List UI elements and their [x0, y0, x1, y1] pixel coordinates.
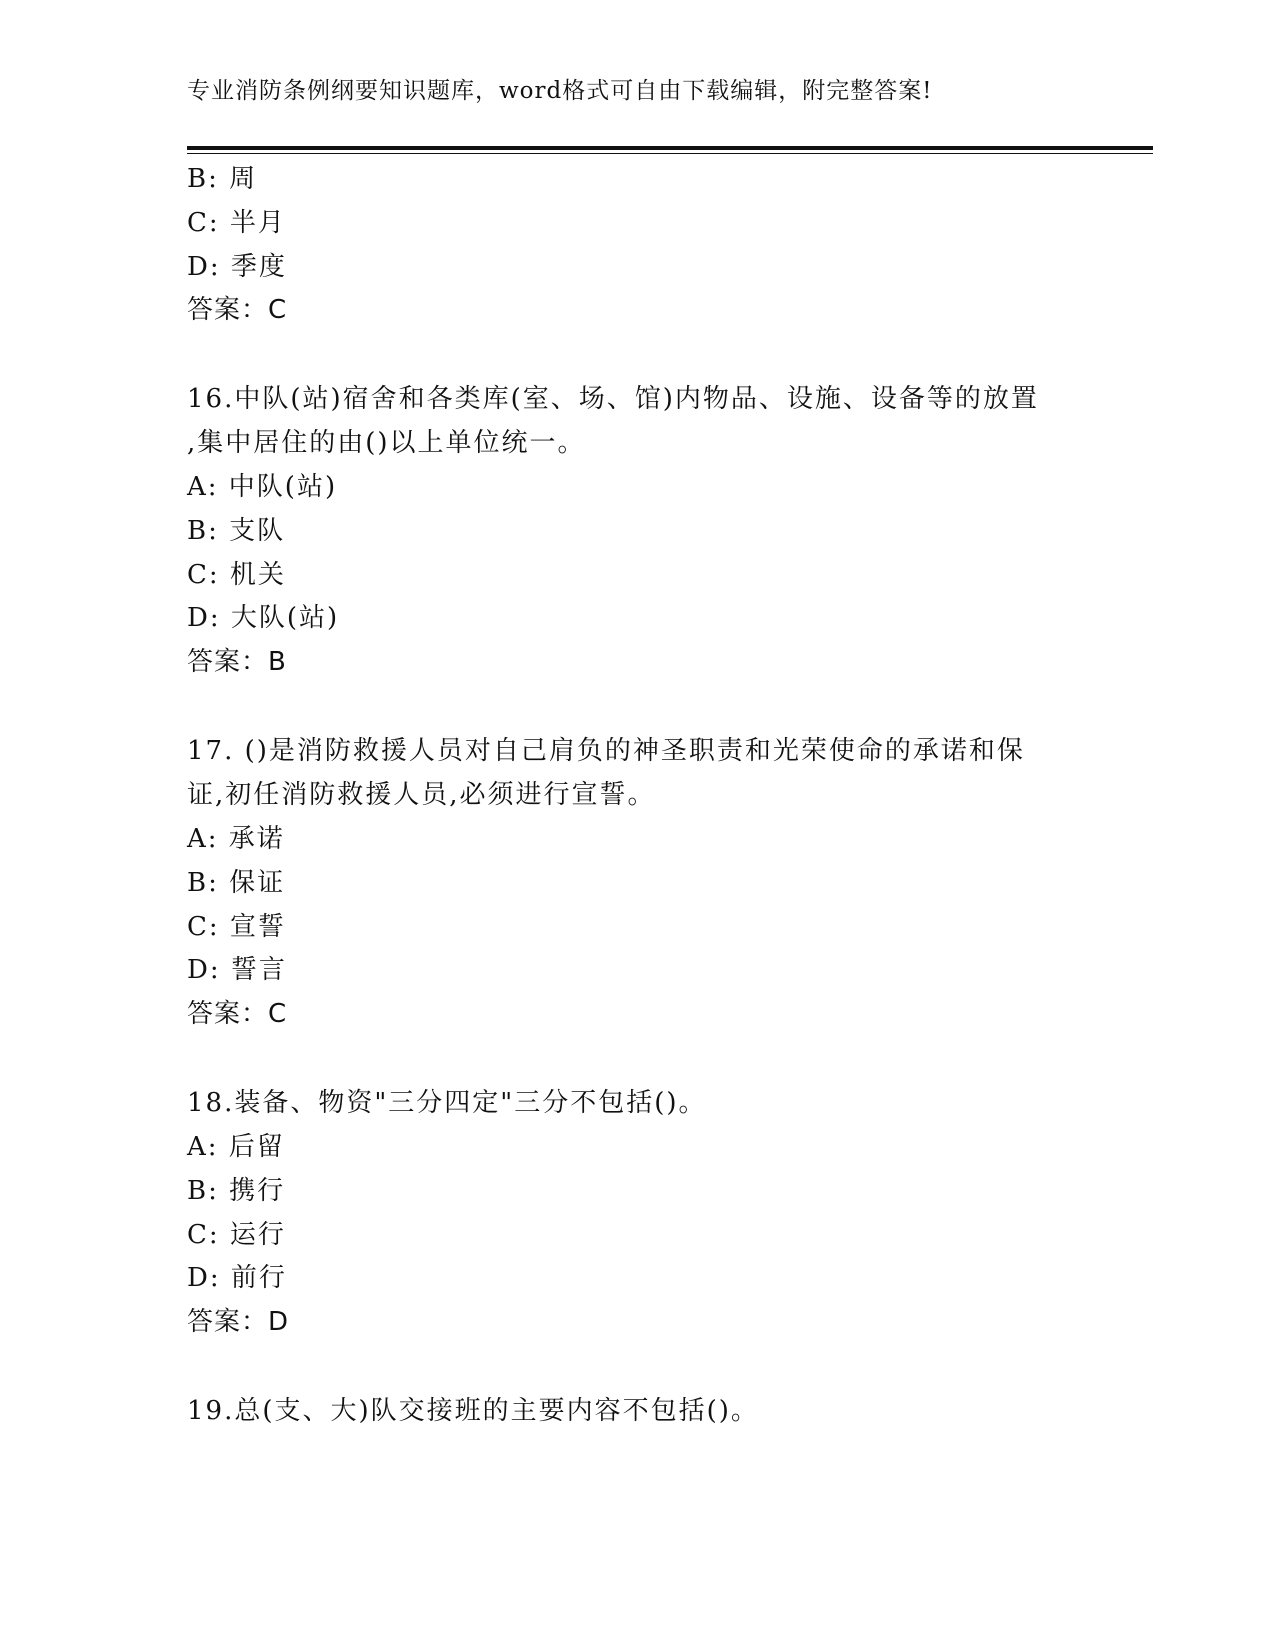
- question-text: ,集中居住的由()以上单位统一。: [187, 428, 586, 458]
- question-text: 19.总(支、大)队交接班的主要内容不包括()。: [187, 1396, 759, 1426]
- option-line: A: 承诺: [187, 824, 285, 854]
- option-line: D: 季度: [187, 252, 287, 282]
- answer-line: 答案：D: [187, 1307, 290, 1337]
- option-line: A: 中队(站): [187, 472, 338, 502]
- header-rule-thick: [187, 146, 1153, 150]
- header-rule-thin: [187, 153, 1153, 154]
- option-line: D: 前行: [187, 1263, 287, 1293]
- option-line: A: 后留: [187, 1132, 285, 1162]
- option-line: D: 大队(站): [187, 603, 340, 633]
- option-line: B: 携行: [187, 1176, 286, 1206]
- answer-line: 答案：C: [187, 295, 288, 325]
- document-header: 专业消防条例纲要知识题库，word格式可自由下载编辑，附完整答案!: [187, 78, 933, 104]
- question-text: 17. ()是消防救援人员对自己肩负的神圣职责和光荣使命的承诺和保: [187, 736, 1025, 766]
- question-text: 证,初任消防救援人员,必须进行宣誓。: [187, 780, 656, 810]
- option-line: C: 半月: [187, 208, 286, 238]
- answer-line: 答案：B: [187, 647, 287, 677]
- option-line: B: 保证: [187, 868, 286, 898]
- option-line: D: 誓言: [187, 955, 287, 985]
- option-line: C: 运行: [187, 1220, 286, 1250]
- option-line: B: 周: [187, 164, 258, 194]
- question-text: 18.装备、物资"三分四定"三分不包括()。: [187, 1088, 707, 1118]
- answer-line: 答案：C: [187, 999, 288, 1029]
- option-line: B: 支队: [187, 516, 286, 546]
- option-line: C: 宣誓: [187, 912, 286, 942]
- option-line: C: 机关: [187, 560, 286, 590]
- question-text: 16.中队(站)宿舍和各类库(室、场、馆)内物品、设施、设备等的放置: [187, 384, 1039, 414]
